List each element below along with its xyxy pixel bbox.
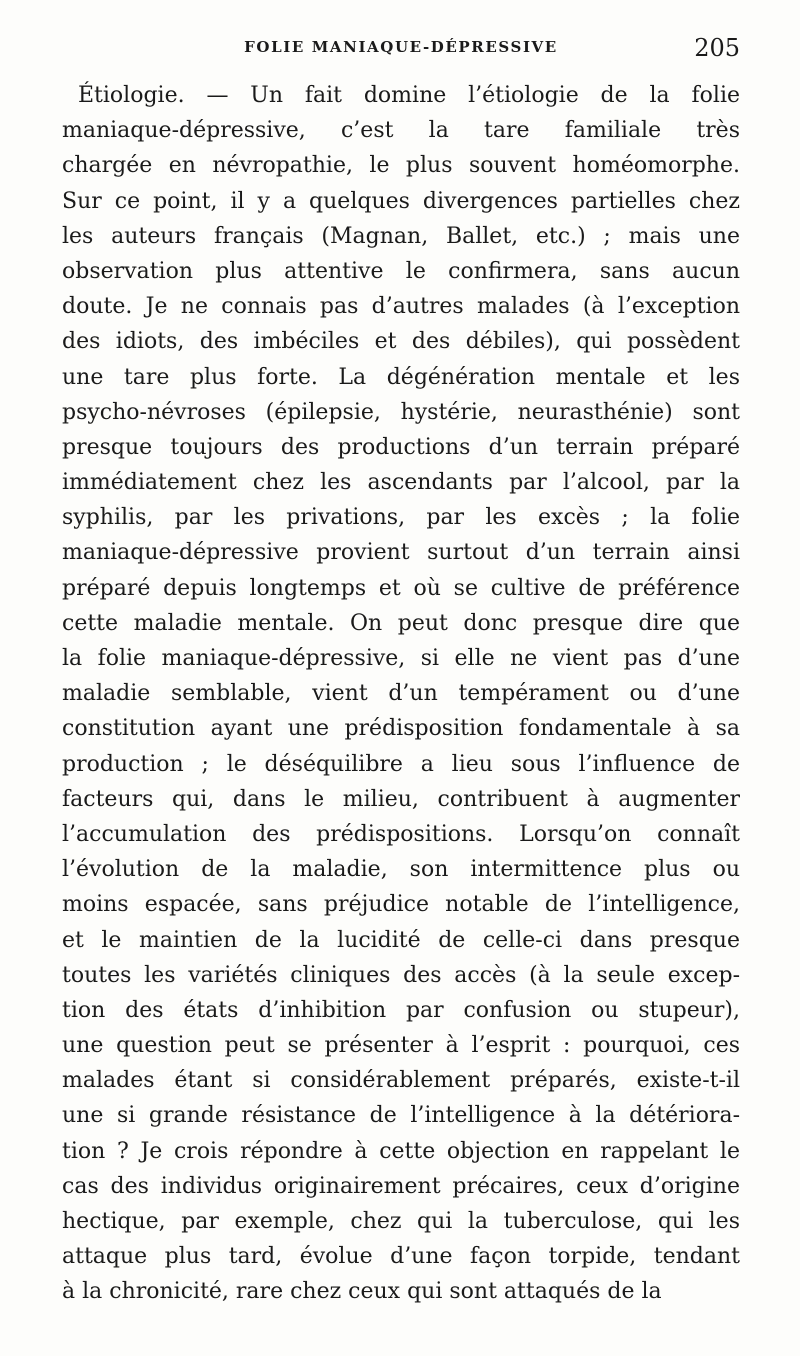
text-line: tion ? Je crois répondre à cette objection en rappelant le [62, 1138, 740, 1164]
running-head: FOLIE MANIAQUE-DÉPRESSIVE [244, 38, 558, 56]
text-line: à la chronicité, rare chez ceux qui sont attaqués de la [62, 1279, 662, 1305]
text-line: les auteurs français (Magnan, Ballet, etc.) ; mais une [62, 223, 740, 249]
text-line: hectique, par exemple, chez qui la tuberculose, qui les [62, 1209, 740, 1234]
text-line: observation plus attentive le confirmera, sans aucun [62, 258, 740, 284]
text-line: presque toujours des productions d’un terrain préparé [62, 434, 740, 460]
text-line: maniaque-dépressive provient surtout d’un terrain ainsi [62, 540, 740, 566]
text-line: une si grande résistance de l’intelligence à la détériora- [62, 1103, 740, 1129]
text-line: attaque plus tard, évolue d’une façon torpide, tendant [62, 1244, 740, 1270]
text-line: facteurs qui, dans le milieu, contribuent à augmenter [62, 786, 740, 812]
text-line: psycho-névroses (épilepsie, hystérie, neurasthénie) sont [62, 399, 740, 425]
text-line: doute. Je ne connais pas d’autres malades (à l’exception [62, 294, 740, 320]
text-line: la folie maniaque-dépressive, si elle ne vient pas d’une [62, 646, 740, 671]
page-number: 205 [694, 34, 740, 62]
text-line: l’accumulation des prédispositions. Lorsqu’on connaît [62, 821, 740, 847]
text-line: une tare plus forte. La dégénération mentale et les [62, 364, 740, 390]
page-header [62, 34, 740, 70]
text-line: production ; le déséquilibre a lieu sous l’influence de [62, 751, 740, 777]
text-line: toutes les variétés cliniques des accès (à la seule excep- [62, 962, 740, 988]
text-line: des idiots, des imbéciles et des débiles), qui possèdent [62, 329, 740, 355]
text-line: chargée en névropathie, le plus souvent homéomorphe. [62, 153, 740, 179]
text-line: préparé depuis longtemps et où se cultive de préférence [62, 575, 740, 601]
text-line: cas des individus originairement précaires, ceux d’origine [62, 1173, 740, 1199]
text-line: Étiologie. — Un fait domine l’étiologie de la folie [78, 83, 740, 108]
text-line: constitution ayant une prédisposition fondamentale à sa [62, 716, 740, 742]
text-line: cette maladie mentale. On peut donc presque dire que [62, 610, 740, 636]
body-text [62, 78, 740, 1310]
text-line: immédiatement chez les ascendants par l’alcool, par la [62, 470, 740, 496]
text-line: une question peut se présenter à l’esprit : pourquoi, ces [62, 1033, 740, 1059]
text-line: et le maintien de la lucidité de celle-ci dans presque [62, 927, 740, 953]
text-line: maniaque-dépressive, c’est la tare familiale très [62, 118, 740, 144]
text-line: malades étant si considérablement préparés, existe-t-il [62, 1068, 740, 1094]
text-line: moins espacée, sans préjudice notable de l’intelligence, [62, 892, 740, 918]
text-line: Sur ce point, il y a quelques divergences partielles chez [62, 188, 740, 214]
text-line: l’évolution de la maladie, son intermittence plus ou [62, 857, 740, 883]
text-line: tion des états d’inhibition par confusion ou stupeur), [62, 997, 740, 1023]
text-line: maladie semblable, vient d’un tempérament ou d’une [62, 681, 740, 707]
text-line: syphilis, par les privations, par les excès ; la folie [62, 505, 740, 531]
